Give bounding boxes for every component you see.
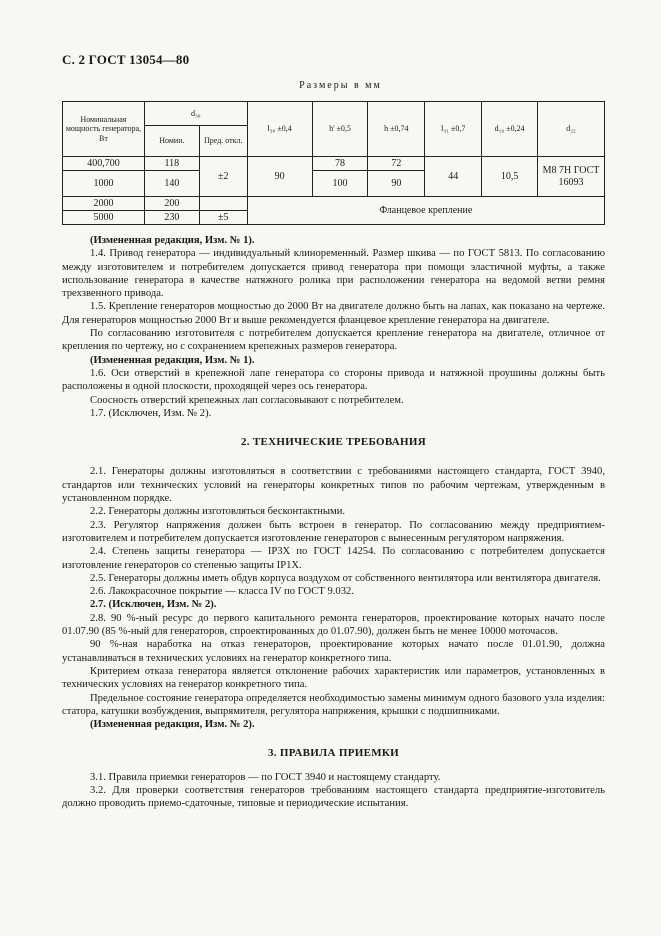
cell-power-4: 5000 xyxy=(63,211,145,225)
paragraph: 2.8. 90 %-ный ресурс до первого капитального ремонта генераторов, проектирование которых начато после 01.07.90 (85 %-ный для генераторов, спроектированных до 01.07.90), должен быть не менее 10000 моточасов. xyxy=(62,612,605,638)
cell-d30-4: 230 xyxy=(144,211,199,225)
header-d10: d₁₀ ±0,24 xyxy=(482,102,538,157)
header-l30: l₃₀ ±0,4 xyxy=(247,102,312,157)
header-power: Номинальная мощность генератора, Вт xyxy=(63,102,145,157)
header-nominal: Номин. xyxy=(144,126,199,157)
dimensions-table xyxy=(62,101,605,225)
cell-flange: Фланцевое крепление xyxy=(247,197,604,225)
amendment-note: (Измененная редакция, Изм. № 1). xyxy=(90,235,255,246)
amendment-note: (Измененная редакция, Изм. № 2). xyxy=(90,719,255,731)
document-body xyxy=(62,234,605,811)
section-heading: 3. ПРАВИЛА ПРИЕМКИ xyxy=(267,747,400,760)
cell-dev-a: ±2 xyxy=(199,157,247,197)
cell-h-2: 90 xyxy=(368,171,425,197)
cell-hprime-2: 100 xyxy=(312,171,368,197)
paragraph: 1.4. Привод генератора — индивидуальный клиноременный. Размер шкива — по ГОСТ 5813. По согласованию между изготовителем и потребителем допускается привод генератора при помощи эластичной муфты, а также использование генератора в качестве натяжного ролика при расположении генератора на ведомой ветви ремня трехзвенного привода. xyxy=(62,248,605,300)
header-h: h ±0,74 xyxy=(368,102,425,157)
amendment-note: (Измененная редакция, Изм. № 1). xyxy=(90,354,255,366)
paragraph: 2.4. Степень защиты генератора — IP3X по ГОСТ 14254. По согласованию с потребителем допускается изготовление генераторов со степенью защиты IP1X. xyxy=(62,546,605,571)
paragraph: 2.5. Генераторы должны иметь обдув корпуса воздухом от собственного вентилятора или вентилятора двигателя. xyxy=(90,572,601,584)
header-d22: d₂₂ xyxy=(538,102,605,157)
paragraph: 2.2. Генераторы должны изготовляться бесконтактными. xyxy=(90,506,346,518)
paragraph: Критерием отказа генератора является отклонение рабочих характеристик или параметров, установленных в технических условиях на генератор конкретного типа. xyxy=(62,665,605,691)
header-deviation: Пред. откл. xyxy=(199,126,247,157)
header-l31: l₃₁ ±0,7 xyxy=(425,102,482,157)
paragraph: 2.6. Лакокрасочное покрытие — класса IV по ГОСТ 9.032. xyxy=(90,586,354,598)
cell-power-2: 1000 xyxy=(63,171,145,197)
paragraph: 1.5. Крепление генераторов мощностью до 2000 Вт на двигателе должно быть на лапах, как показано на чертеже. Для генераторов мощностью 2000 Вт и выше рекомендуется фланцевое крепление генератора на двигателе. xyxy=(62,301,605,326)
paragraph: 3.1. Правила приемки генераторов — по ГОСТ 3940 и настоящему стандарту. xyxy=(90,771,441,783)
cell-power-1: 400,700 xyxy=(63,157,145,171)
cell-dev-b: ±5 xyxy=(199,211,247,225)
cell-d10: 10,5 xyxy=(482,157,538,197)
paragraph: 1.6. Оси отверстий в крепежной лапе генератора со стороны привода и натяжной проушины должны быть расположены в одной плоскости, проходящей через ось генератора. xyxy=(62,367,605,393)
cell-blank xyxy=(199,197,247,211)
paragraph: 90 %-ная наработка на отказ генераторов, проектирование которых начато после 01.01.90, должна устанавливаться в технических условиях на генератор конкретного типа. xyxy=(62,639,605,664)
paragraph: 2.3. Регулятор напряжения должен быть встроен в генератор. По согласованию между предприятием-изготовителем и потребителем допускается изготовление генераторов с вынесенным регулятором напряжения. xyxy=(62,519,605,544)
cell-d30-1: 118 xyxy=(144,157,199,171)
cell-d30-2: 140 xyxy=(144,171,199,197)
paragraph: 2.7. (Исключен, Изм. № 2). xyxy=(90,599,217,611)
header-d30: d₃₀ xyxy=(144,102,247,126)
cell-d30-3: 200 xyxy=(144,197,199,211)
dimensions-caption: Размеры в мм xyxy=(299,80,382,91)
paragraph: Соосность отверстий крепежных лап согласовывают с потребителем. xyxy=(90,394,404,406)
paragraph: По согласованию изготовителя с потребителем допускается крепление генератора на двигателе, отличное от крепления по чертежу, но с сохранением крепежных размеров генератора. xyxy=(62,328,605,353)
paragraph: 2.1. Генераторы должны изготовляться в соответствии с требованиями настоящего стандарта, ГОСТ 3940, стандартов или технических условий на генераторы конкретных типов по рабочим чертежам, утвержденным в установленном порядке. xyxy=(62,466,605,505)
section-heading: 2. ТЕХНИЧЕСКИЕ ТРЕБОВАНИЯ xyxy=(241,436,426,449)
cell-l30: 90 xyxy=(247,157,312,197)
paragraph: Предельное состояние генератора определяется необходимостью замены минимум одного базового узла изделия: статора, катушки возбуждения, выпрямителя, регулятора напряжения, крышки с подшипниками. xyxy=(62,692,605,717)
header-h-prime: h' ±0,5 xyxy=(312,102,368,157)
cell-power-3: 2000 xyxy=(63,197,145,211)
cell-hprime-1: 78 xyxy=(312,157,368,171)
paragraph: 3.2. Для проверки соответствия генераторов требованиям настоящего стандарта предприятие-изготовитель должно проводить приемо-сдаточные, типовые и периодические испытания. xyxy=(62,784,605,810)
cell-d22: M8 7H ГОСТ 16093 xyxy=(538,157,605,197)
cell-l31: 44 xyxy=(425,157,482,197)
cell-h-1: 72 xyxy=(368,157,425,171)
paragraph: 1.7. (Исключен, Изм. № 2). xyxy=(90,407,212,419)
page-header: С. 2 ГОСТ 13054—80 xyxy=(62,52,190,67)
